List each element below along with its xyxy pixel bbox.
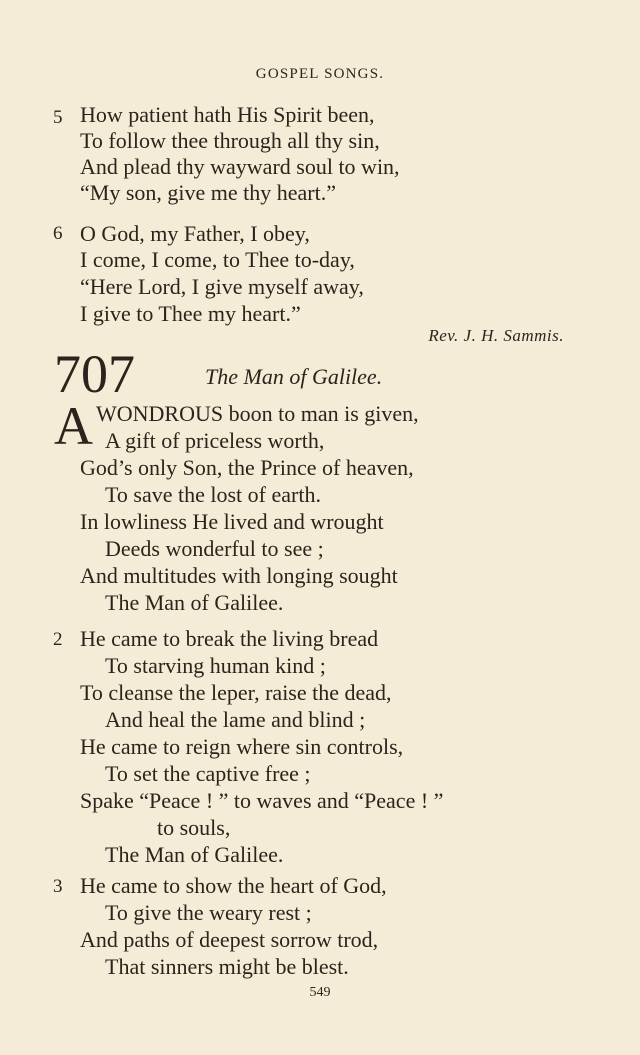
verse-number: 3 [53,876,63,897]
verse-line: I give to Thee my heart.” [80,301,301,326]
verse-line: And paths of deepest sorrow trod, [80,927,379,952]
verse-line: To set the captive free ; [105,761,311,786]
verse-line: God’s only Son, the Prince of heaven, [80,455,414,480]
hymn-number: 707 [54,344,135,404]
verse-line: In lowliness He lived and wrought [80,509,384,534]
verse-line: “My son, give me thy heart.” [80,180,336,205]
verse-line: He came to break the living bread [80,626,379,651]
running-header: GOSPEL SONGS. [255,66,385,82]
verse-line: To starving human kind ; [105,653,326,678]
verse-line: “Here Lord, I give myself away, [80,274,364,299]
drop-cap: A [54,396,93,456]
verse-line: He came to reign where sin controls, [80,734,404,759]
verse-line: O God, my Father, I obey, [80,221,310,246]
verse-line: And plead thy wayward soul to win, [80,154,400,179]
verse-number: 5 [53,107,63,128]
verse-line: To save the lost of earth. [105,482,321,507]
verse-number: 2 [53,629,63,650]
verse-number: 6 [53,223,63,244]
verse-line: To cleanse the leper, raise the dead, [80,680,392,705]
author-credit: Rev. J. H. Sammis. [428,326,564,345]
verse-line: That sinners might be blest. [105,954,349,979]
verse-line: How patient hath His Spirit been, [80,102,375,127]
verse-line: WONDROUS boon to man is given, [96,401,419,426]
verse-line: To give the weary rest ; [105,900,312,925]
verse-line: I come, I come, to Thee to-day, [80,247,355,272]
verse-line: And heal the lame and blind ; [105,707,366,732]
verse-line: Deeds wonderful to see ; [105,536,324,561]
verse-line: The Man of Galilee. [105,842,284,867]
verse-line: And multitudes with longing sought [80,563,398,588]
verse-line: Spake “Peace ! ” to waves and “Peace ! ” [80,788,444,813]
verse-line: A gift of priceless worth, [105,428,325,453]
verse-line: to souls, [157,815,231,840]
verse-line: The Man of Galilee. [105,590,284,615]
hymn-title: The Man of Galilee. [205,364,383,389]
verse-line: To follow thee through all thy sin, [80,128,380,153]
page-number: 549 [309,985,331,1000]
verse-line: He came to show the heart of God, [80,873,387,898]
